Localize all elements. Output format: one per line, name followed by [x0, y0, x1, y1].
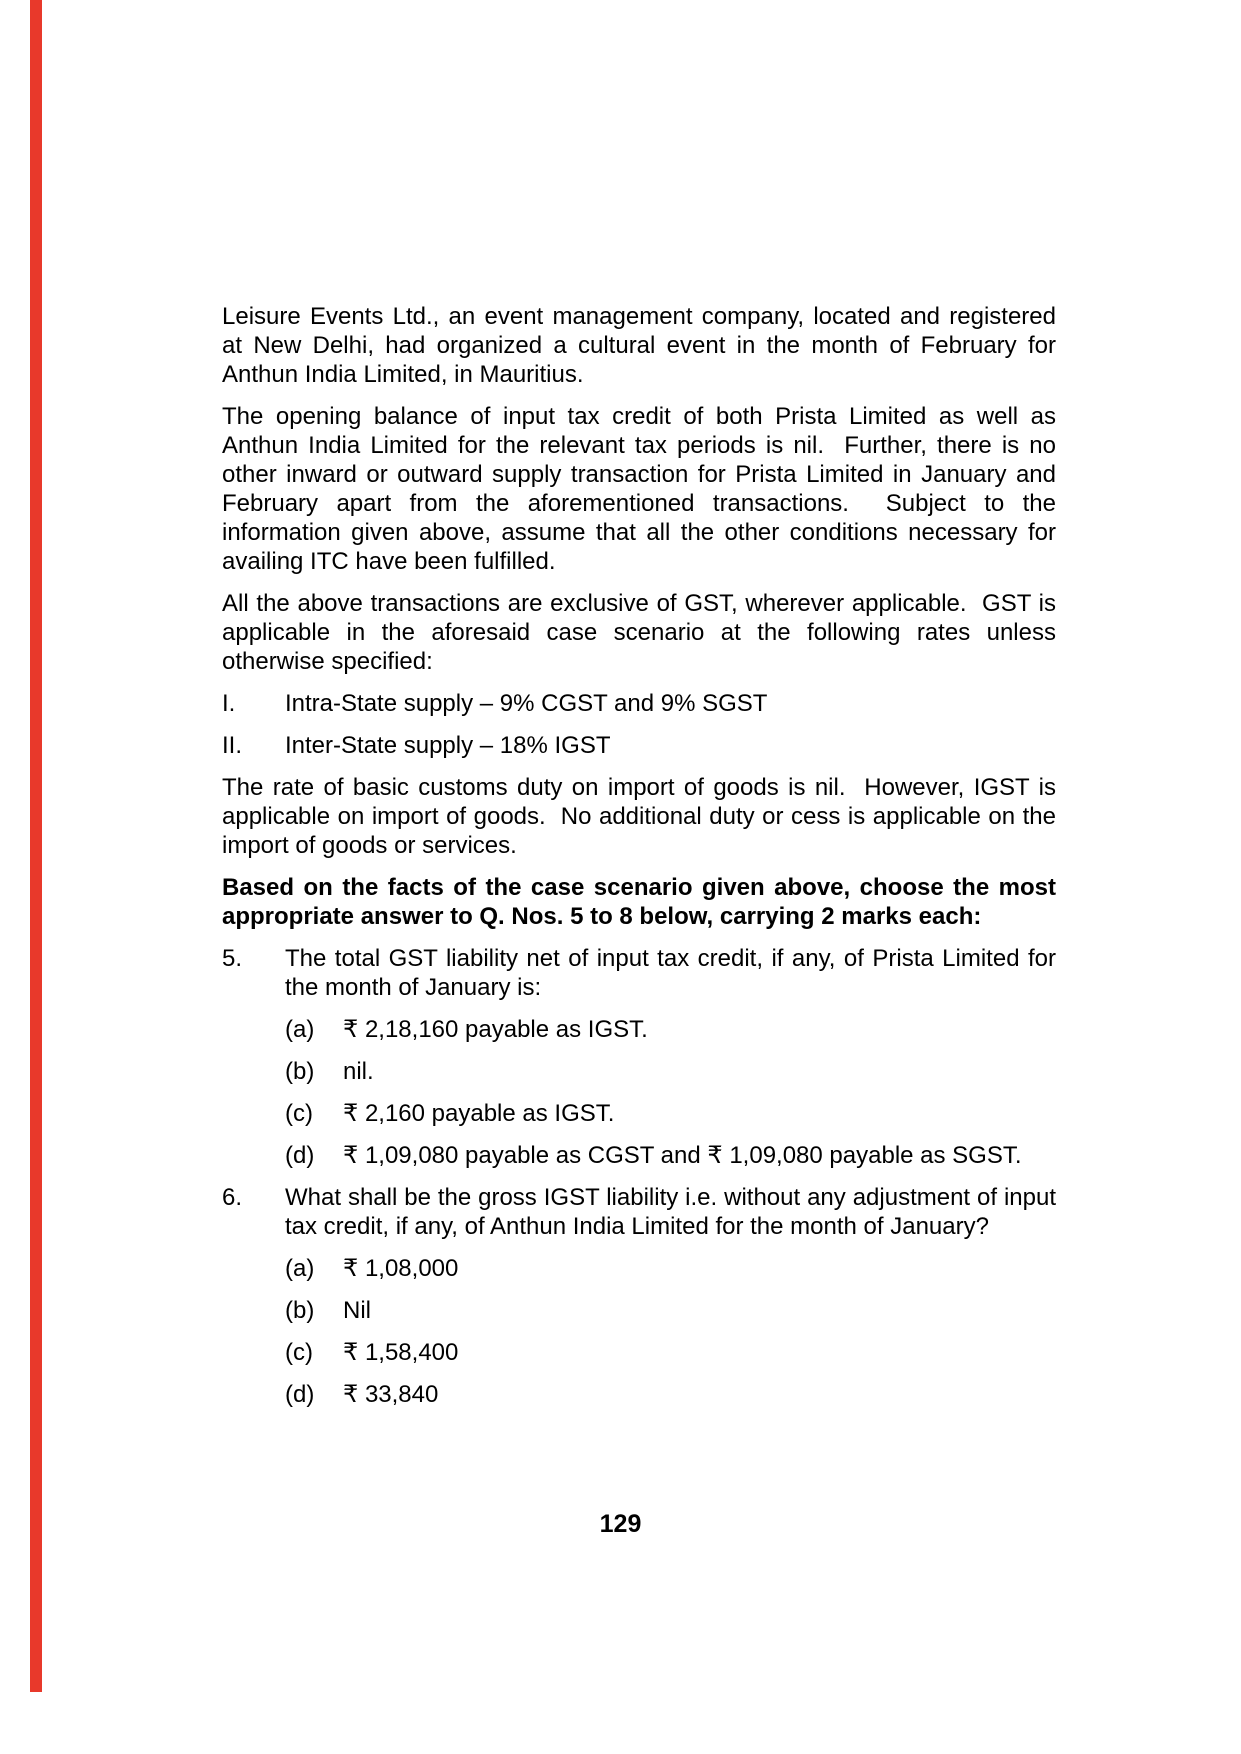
- question-6-option-c: [222, 1338, 1056, 1367]
- question-5-option-d: [222, 1141, 1056, 1170]
- question-6-option-b-marker: (b): [285, 1297, 315, 1324]
- question-6-option-a-marker: (a): [285, 1255, 315, 1282]
- question-6-option-d-text: ₹ 33,840: [343, 1381, 439, 1408]
- rate-list-item-1-text: Intra-State supply – 9% CGST and 9% SGST: [285, 690, 768, 717]
- question-6-option-c-text: ₹ 1,58,400: [343, 1339, 459, 1366]
- question-5-number: 5.: [222, 945, 243, 972]
- rate-list-item-1-marker: I.: [222, 690, 236, 717]
- question-5-option-d-text: ₹ 1,09,080 payable as CGST and ₹ 1,09,080 payable as SGST.: [343, 1142, 1022, 1169]
- question-5-option-d-marker: (d): [285, 1142, 315, 1169]
- itc-paragraph: The opening balance of input tax credit of both Prista Limited as well as Anthun India Limited for the relevant tax periods is nil. Further, there is no other inward or outward supply transaction for Prista Limited in January and February apart from the aforementioned transactions. Subject to the information given above, assume that all the other conditions necessary for availing ITC have been fulfilled.: [222, 403, 1063, 575]
- question-6-option-a: [222, 1254, 1056, 1283]
- question-5-option-c-text: ₹ 2,160 payable as IGST.: [343, 1100, 615, 1127]
- question-5-option-b-marker: (b): [285, 1058, 315, 1085]
- question-5-option-b-text: nil.: [343, 1058, 374, 1085]
- page-content: [222, 302, 1063, 1422]
- page-number: 129: [599, 1510, 642, 1538]
- question-6: [222, 1183, 1063, 1241]
- customs-paragraph: The rate of basic customs duty on import of goods is nil. However, IGST is applicable on import of goods. No additional duty or cess is applicable on the import of goods or services.: [222, 774, 1063, 859]
- question-6-option-b: [222, 1296, 1056, 1325]
- question-6-option-d: [222, 1380, 1056, 1409]
- gst-rates-paragraph: All the above transactions are exclusive of GST, wherever applicable. GST is applicable in the aforesaid case scenario at the following rates unless otherwise specified:: [222, 590, 1063, 675]
- instruction-heading: Based on the facts of the case scenario given above, choose the most appropriate answer to Q. Nos. 5 to 8 below, carrying 2 marks each:: [222, 874, 1063, 930]
- rate-list-item-2-text: Inter-State supply – 18% IGST: [285, 732, 611, 759]
- question-6-option-c-marker: (c): [285, 1339, 313, 1366]
- rate-list-item-1: [222, 689, 1056, 718]
- question-5-option-b: [222, 1057, 1056, 1086]
- question-5-option-c: [222, 1099, 1056, 1128]
- question-5-option-a-text: ₹ 2,18,160 payable as IGST.: [343, 1016, 648, 1043]
- question-5-option-a-marker: (a): [285, 1016, 315, 1043]
- question-5: [222, 944, 1063, 1002]
- question-5-text: The total GST liability net of input tax credit, if any, of Prista Limited for the month of January is:: [285, 945, 1063, 1001]
- question-6-option-d-marker: (d): [285, 1381, 315, 1408]
- question-6-option-b-text: Nil: [343, 1297, 371, 1324]
- question-5-option-a: [222, 1015, 1056, 1044]
- rate-list-item-2: [222, 731, 1056, 760]
- question-5-option-c-marker: (c): [285, 1100, 313, 1127]
- rate-list-item-2-marker: II.: [222, 732, 243, 759]
- intro-paragraph: Leisure Events Ltd., an event management company, located and registered at New Delhi, had organized a cultural event in the month of February for Anthun India Limited, in Mauritius.: [222, 303, 1063, 388]
- question-6-text: What shall be the gross IGST liability i.e. without any adjustment of input tax credit, if any, of Anthun India Limited for the month of January?: [285, 1184, 1063, 1240]
- question-6-number: 6.: [222, 1184, 243, 1211]
- margin-revision-bar: [30, 0, 42, 1692]
- question-6-option-a-text: ₹ 1,08,000: [343, 1255, 459, 1282]
